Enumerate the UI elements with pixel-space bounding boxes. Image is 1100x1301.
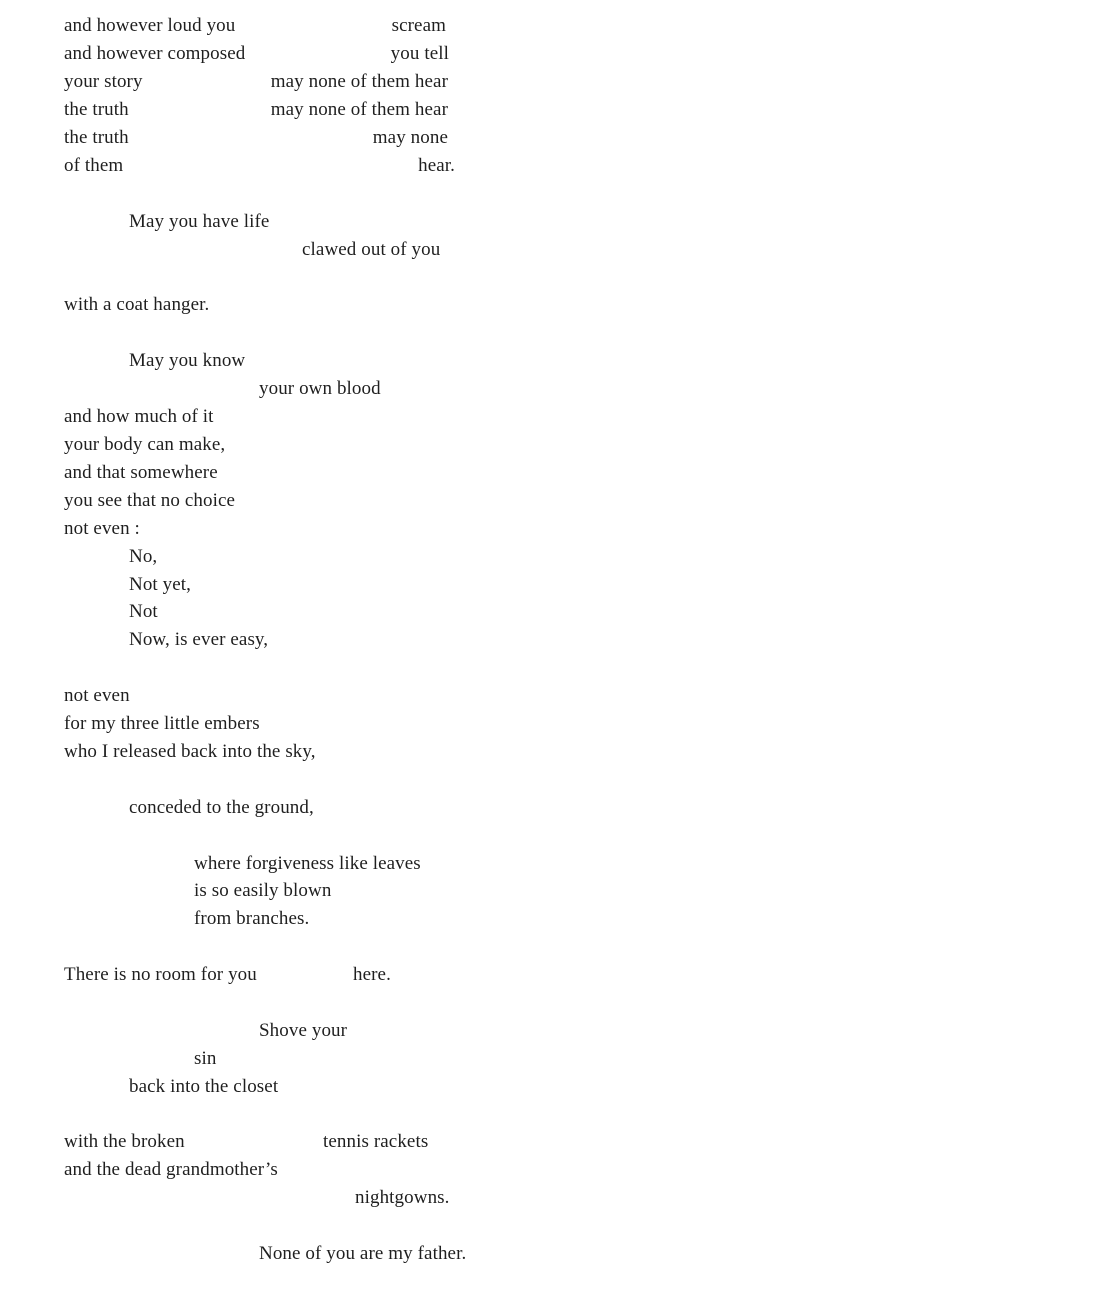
poem-line: with a coat hanger. [64, 294, 210, 315]
poem-line [64, 961, 464, 989]
poem-line: May you have life [129, 211, 270, 232]
poem-line [64, 1128, 464, 1156]
poem-line: Not yet, [129, 574, 192, 595]
poem-line [64, 152, 464, 180]
poem-line: Now, is ever easy, [129, 629, 269, 650]
poem-text: may none [372, 127, 448, 148]
poem-line: your body can make, [64, 434, 226, 455]
poem-line: No, [129, 546, 158, 567]
poem-line: who I released back into the sky, [64, 741, 316, 762]
poem-line: from branches. [194, 908, 310, 929]
poem-text: may none of them hear [270, 71, 448, 92]
poem-line [64, 12, 464, 40]
poem-line: not even : [64, 518, 140, 539]
poem-line [64, 40, 464, 68]
poem-text: the truth [64, 99, 129, 120]
poem-text: and however composed [64, 43, 246, 64]
poem-text: your story [64, 71, 143, 92]
poem-line [64, 96, 464, 124]
poem-line: clawed out of you [302, 239, 441, 260]
poem-line: you see that no choice [64, 490, 236, 511]
poem-line: May you know [129, 350, 246, 371]
poem-line: Shove your [259, 1020, 348, 1041]
poem-line: conceded to the ground, [129, 797, 314, 818]
poem-line: not even [64, 685, 130, 706]
poem-line [64, 68, 464, 96]
poem-line: back into the closet [129, 1076, 279, 1097]
poem-line: is so easily blown [194, 880, 332, 901]
poem-line: nightgowns. [355, 1187, 450, 1208]
poem-text: There is no room for you [64, 964, 257, 985]
poem-text: scream [391, 15, 446, 36]
poem-text: you tell [390, 43, 449, 64]
poem-text: tennis rackets [323, 1131, 429, 1152]
poem-line: for my three little embers [64, 713, 260, 734]
poem-text: the truth [64, 127, 129, 148]
poem-line: and how much of it [64, 406, 214, 427]
poem-line: and the dead grandmother’s [64, 1159, 278, 1180]
poem-text: with the broken [64, 1131, 185, 1152]
poem-text: here. [353, 964, 391, 985]
poem-text: of them [64, 155, 124, 176]
poem-line: where forgiveness like leaves [194, 853, 421, 874]
poem-text: may none of them hear [270, 99, 448, 120]
poem-line: None of you are my father. [259, 1243, 467, 1264]
poem-line: and that somewhere [64, 462, 218, 483]
poem-line: sin [194, 1048, 217, 1069]
poem-line: your own blood [259, 378, 381, 399]
poem-line: Not [129, 601, 158, 622]
poem-text: and however loud you [64, 15, 236, 36]
poem-text: hear. [418, 155, 455, 176]
poem-line [64, 124, 464, 152]
